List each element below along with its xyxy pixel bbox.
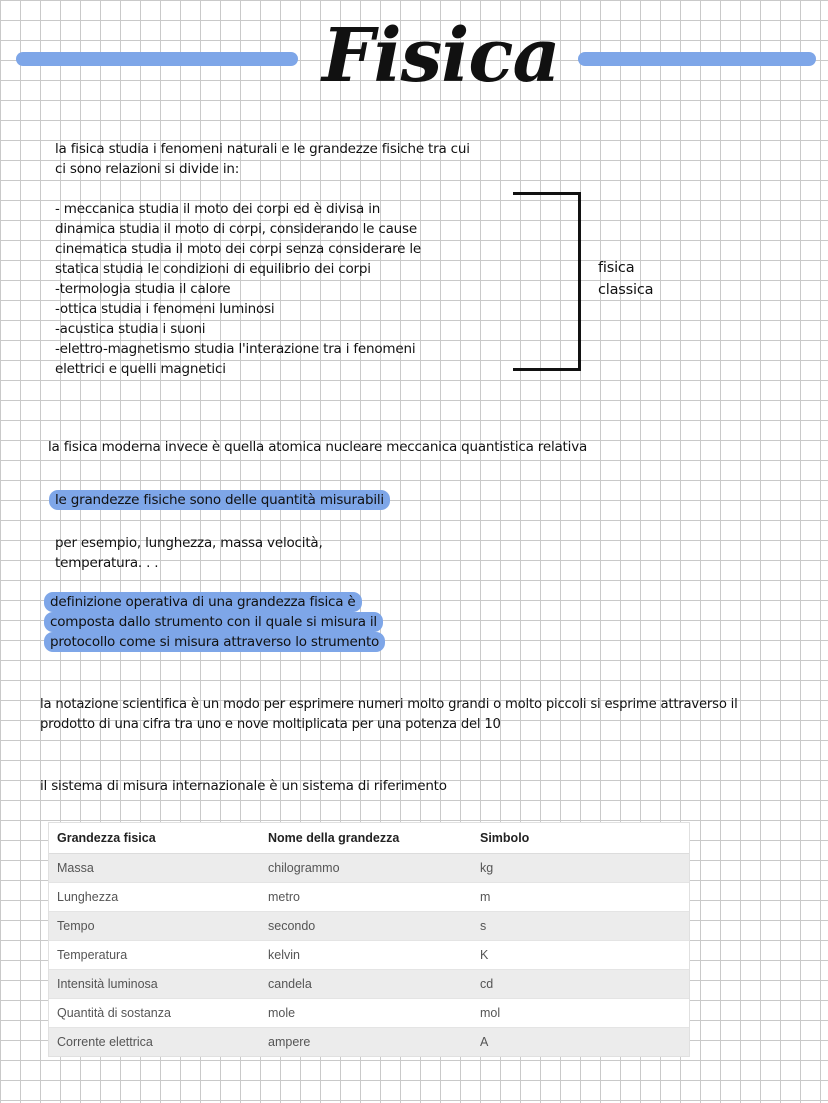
quantities-text [55, 490, 390, 510]
branches-list [55, 199, 421, 379]
table-cell: mol [472, 999, 689, 1028]
table-row [49, 854, 689, 883]
table-cell: A [472, 1028, 689, 1057]
table-cell: secondo [260, 912, 472, 941]
bracket-label-line: classica [598, 282, 654, 298]
intro-line: ci sono relazioni si divide in: [55, 161, 240, 177]
notation-line: la notazione scientifica è un modo per esprimere numeri molto grandi o molto piccoli si esprime attraverso il [40, 697, 738, 712]
definition-highlight-line: composta dallo strumento con il quale si misura il [44, 612, 383, 632]
notation-text [40, 695, 738, 735]
examples-line: temperatura. . . [55, 555, 159, 571]
table-row [49, 912, 689, 941]
table-cell: K [472, 941, 689, 970]
table-cell: Massa [49, 854, 260, 883]
table-cell: candela [260, 970, 472, 999]
bracket-label-line: fisica [598, 260, 635, 276]
table-row [49, 941, 689, 970]
branch-line: -elettro-magnetismo studia l'interazione tra i fenomeni [55, 341, 416, 357]
branch-line: -acustica studia i suoni [55, 321, 206, 337]
title-decoration-left [16, 52, 298, 66]
table-row [49, 1028, 689, 1057]
title-decoration-right [578, 52, 816, 66]
notation-line: prodotto di una cifra tra uno e nove moltiplicata per una potenza del 10 [40, 717, 501, 732]
definition-text [50, 592, 385, 652]
table-row [49, 970, 689, 999]
branch-line: dinamica studia il moto di corpi, considerando le cause [55, 221, 417, 237]
table-cell: cd [472, 970, 689, 999]
si-system-text: il sistema di misura internazionale è un sistema di riferimento [40, 778, 447, 794]
table-cell: Temperatura [49, 941, 260, 970]
branch-line: -termologia studia il calore [55, 281, 231, 297]
page-title: Fisica [322, 13, 560, 99]
branch-line: cinematica studia il moto dei corpi senza considerare le [55, 241, 422, 257]
bracket-label [598, 257, 653, 301]
table-cell: Tempo [49, 912, 260, 941]
intro-text [55, 139, 470, 179]
column-header: Nome della grandezza [260, 823, 472, 854]
intro-line: la fisica studia i fenomeni naturali e le grandezze fisiche tra cui [55, 141, 470, 157]
table-cell: Lunghezza [49, 883, 260, 912]
modern-physics-text: la fisica moderna invece è quella atomica nucleare meccanica quantistica relativa [48, 439, 588, 455]
table-row [49, 883, 689, 912]
table-cell: m [472, 883, 689, 912]
si-units-table [48, 822, 690, 1057]
table-cell: Intensità luminosa [49, 970, 260, 999]
definition-highlight-line: protocollo come si misura attraverso lo strumento [44, 632, 385, 652]
definition-highlight-line: definizione operativa di una grandezza fisica è [44, 592, 362, 612]
classical-bracket [513, 192, 581, 371]
table-cell: kelvin [260, 941, 472, 970]
table-cell: s [472, 912, 689, 941]
table-cell: mole [260, 999, 472, 1028]
table-cell: chilogrammo [260, 854, 472, 883]
table-cell: kg [472, 854, 689, 883]
examples-line: per esempio, lunghezza, massa velocità, [55, 535, 323, 551]
branch-line: elettrici e quelli magnetici [55, 361, 226, 377]
table-cell: Quantità di sostanza [49, 999, 260, 1028]
table-cell: metro [260, 883, 472, 912]
table-header-row [49, 823, 689, 854]
branch-line: - meccanica studia il moto dei corpi ed è divisa in [55, 201, 381, 217]
column-header: Simbolo [472, 823, 689, 854]
table-row [49, 999, 689, 1028]
table-cell: Corrente elettrica [49, 1028, 260, 1057]
examples-text [55, 533, 323, 573]
branch-line: -ottica studia i fenomeni luminosi [55, 301, 275, 317]
branch-line: statica studia le condizioni di equilibrio dei corpi [55, 261, 371, 277]
table-cell: ampere [260, 1028, 472, 1057]
column-header: Grandezza fisica [49, 823, 260, 854]
quantities-highlight: le grandezze fisiche sono delle quantità misurabili [49, 490, 390, 510]
